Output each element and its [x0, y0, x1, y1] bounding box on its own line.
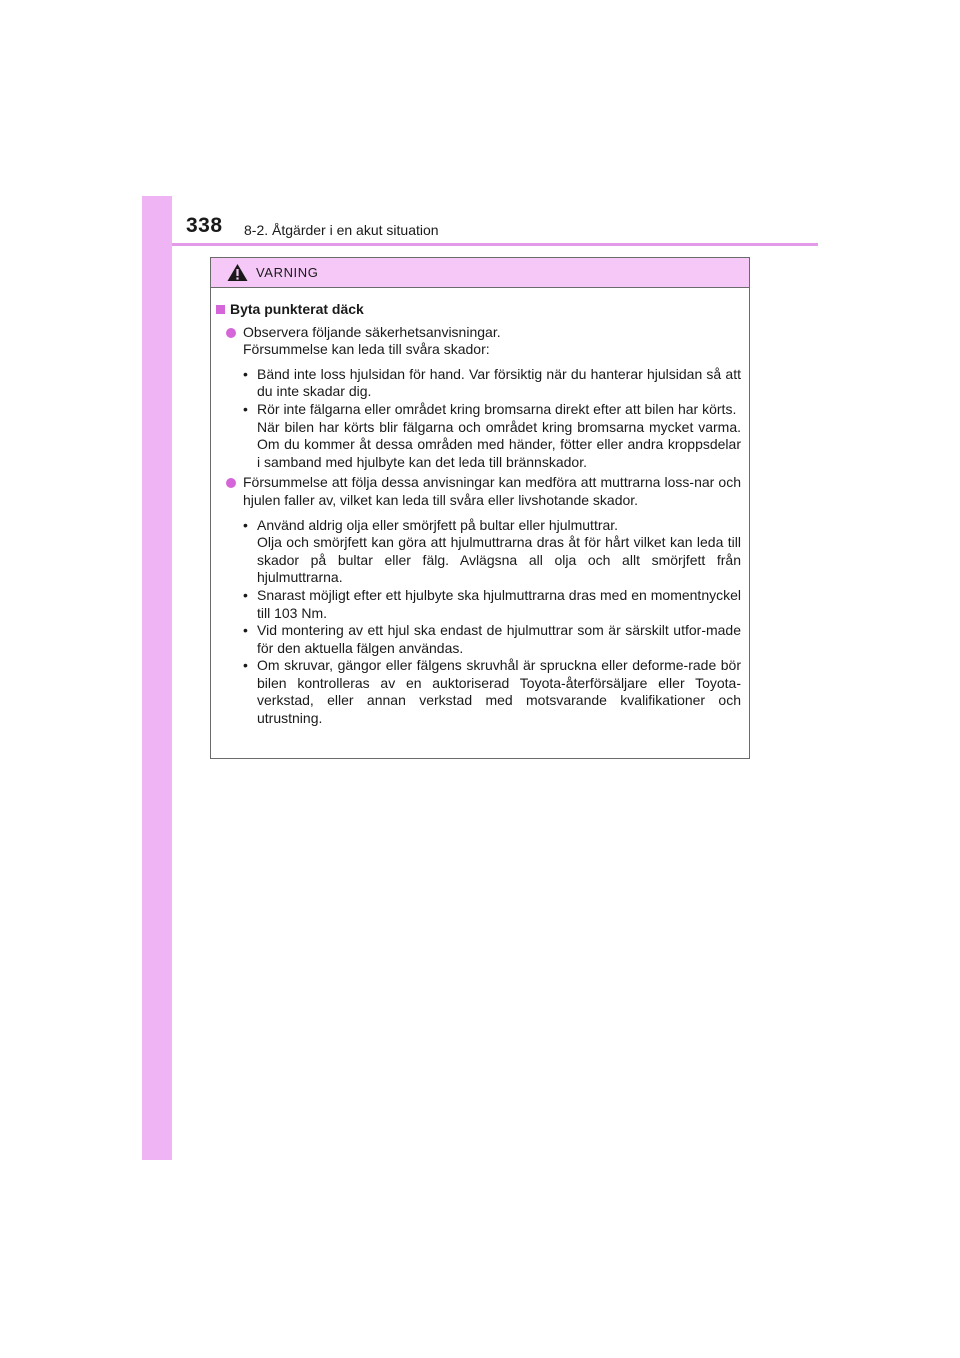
warning-content — [211, 288, 749, 731]
circle-bullet-icon — [226, 478, 236, 488]
circle-bullet-icon — [226, 328, 236, 338]
list-item-text: När bilen har körts blir fälgarna och området kring bromsarna mycket varma. Om du kommer åt dessa områden med händer, fötter eller andra kroppsdelar i samband med hjulbyte kan det leda till brännskador. — [257, 418, 741, 470]
list-item-text: Snarast möjligt efter ett hjulbyte ska hjulmuttrarna dras med en momentnyckel till 103 Nm. — [257, 586, 741, 621]
list-item-text: Använd aldrig olja eller smörjfett på bultar eller hjulmuttrar. — [257, 516, 619, 533]
list-item: • Bänd inte loss hjulsidan för hand. Var försiktig när du hanterar hjulsidan så att du inte skadar dig. — [243, 365, 741, 400]
warning-label: VARNING — [256, 265, 319, 280]
list-item: • Vid montering av ett hjul ska endast de hjulmuttrar som är särskilt utfor-made för den aktuella fälgen användas. — [243, 622, 741, 656]
header-rule — [172, 243, 818, 246]
list-item: • Om skruvar, gängor eller fälgens skruvhål är spruckna eller deforme-rade bör bilen kontrolleras av en auktoriserad Toyota-återförsäljare eller Toyota-verkstad, eller annan verkstad med motsvarande kvalifikationer och utrustning. — [243, 657, 741, 727]
item-line: Försummelse kan leda till svåra skador: — [243, 341, 490, 358]
list-item-text: Vid montering av ett hjul ska endast de hjulmuttrar som är särskilt utfor-made för den aktuella fälgen användas. — [257, 622, 741, 656]
list-item: • Använd aldrig olja eller smörjfett på bultar eller hjulmuttrar. Olja och smörjfett kan göra att hjulmuttrarna dras åt för hårt vilket kan leda till skador på bultar eller fälg. Avlägsna all olja och allt smörjfett från hjulmuttrarna. — [243, 516, 741, 586]
list-item: • Rör inte fälgarna eller området kring bromsarna direkt efter att bilen har körts. När bilen har körts blir fälgarna och området kring bromsarna mycket varma. Om du kommer åt dessa områden med händer, fötter eller andra kroppsdelar i samband med hjulbyte kan det leda till brännskador. — [243, 400, 741, 470]
page-number: 338 — [186, 214, 223, 237]
item-line: Försummelse att följa dessa anvisningar kan medföra att muttrarna loss-nar och hjulen faller av, vilket kan leda till svåra eller livshotande skador. — [243, 474, 741, 508]
warning-item-1 — [226, 324, 741, 475]
warning-header — [211, 258, 749, 288]
list-item-text: Rör inte fälgarna eller området kring bromsarna direkt efter att bilen har körts. — [257, 400, 737, 417]
item-line: Observera följande säkerhetsanvisningar. — [243, 323, 501, 340]
square-bullet-icon — [216, 305, 225, 314]
section-title: 8-2. Åtgärder i en akut situation — [244, 222, 439, 238]
side-tab-strip — [142, 196, 172, 1160]
list-item-text: Bänd inte loss hjulsidan för hand. Var försiktig när du hanterar hjulsidan så att du inte skadar dig. — [257, 365, 741, 400]
bullet-list — [243, 366, 741, 472]
warning-box — [210, 257, 750, 759]
list-item: • Snarast möjligt efter ett hjulbyte ska hjulmuttrarna dras med en momentnyckel till 103 Nm. — [243, 586, 741, 621]
section-heading-text: Byta punkterat däck — [230, 301, 364, 317]
bullet-list — [243, 517, 741, 728]
list-item-text: Olja och smörjfett kan göra att hjulmuttrarna dras åt för hårt vilket kan leda till skador på bultar eller fälg. Avlägsna all olja och allt smörjfett från hjulmuttrarna. — [257, 534, 741, 586]
section-heading — [216, 301, 741, 319]
warning-item-2 — [226, 474, 741, 730]
list-item-text: Om skruvar, gängor eller fälgens skruvhål är spruckna eller deforme-rade bör bilen kontrolleras av en auktoriserad Toyota-återförsäljare eller Toyota-verkstad, eller annan verkstad med motsvarande kvalifikationer och utrustning. — [257, 657, 741, 727]
warning-triangle-icon — [227, 263, 248, 282]
